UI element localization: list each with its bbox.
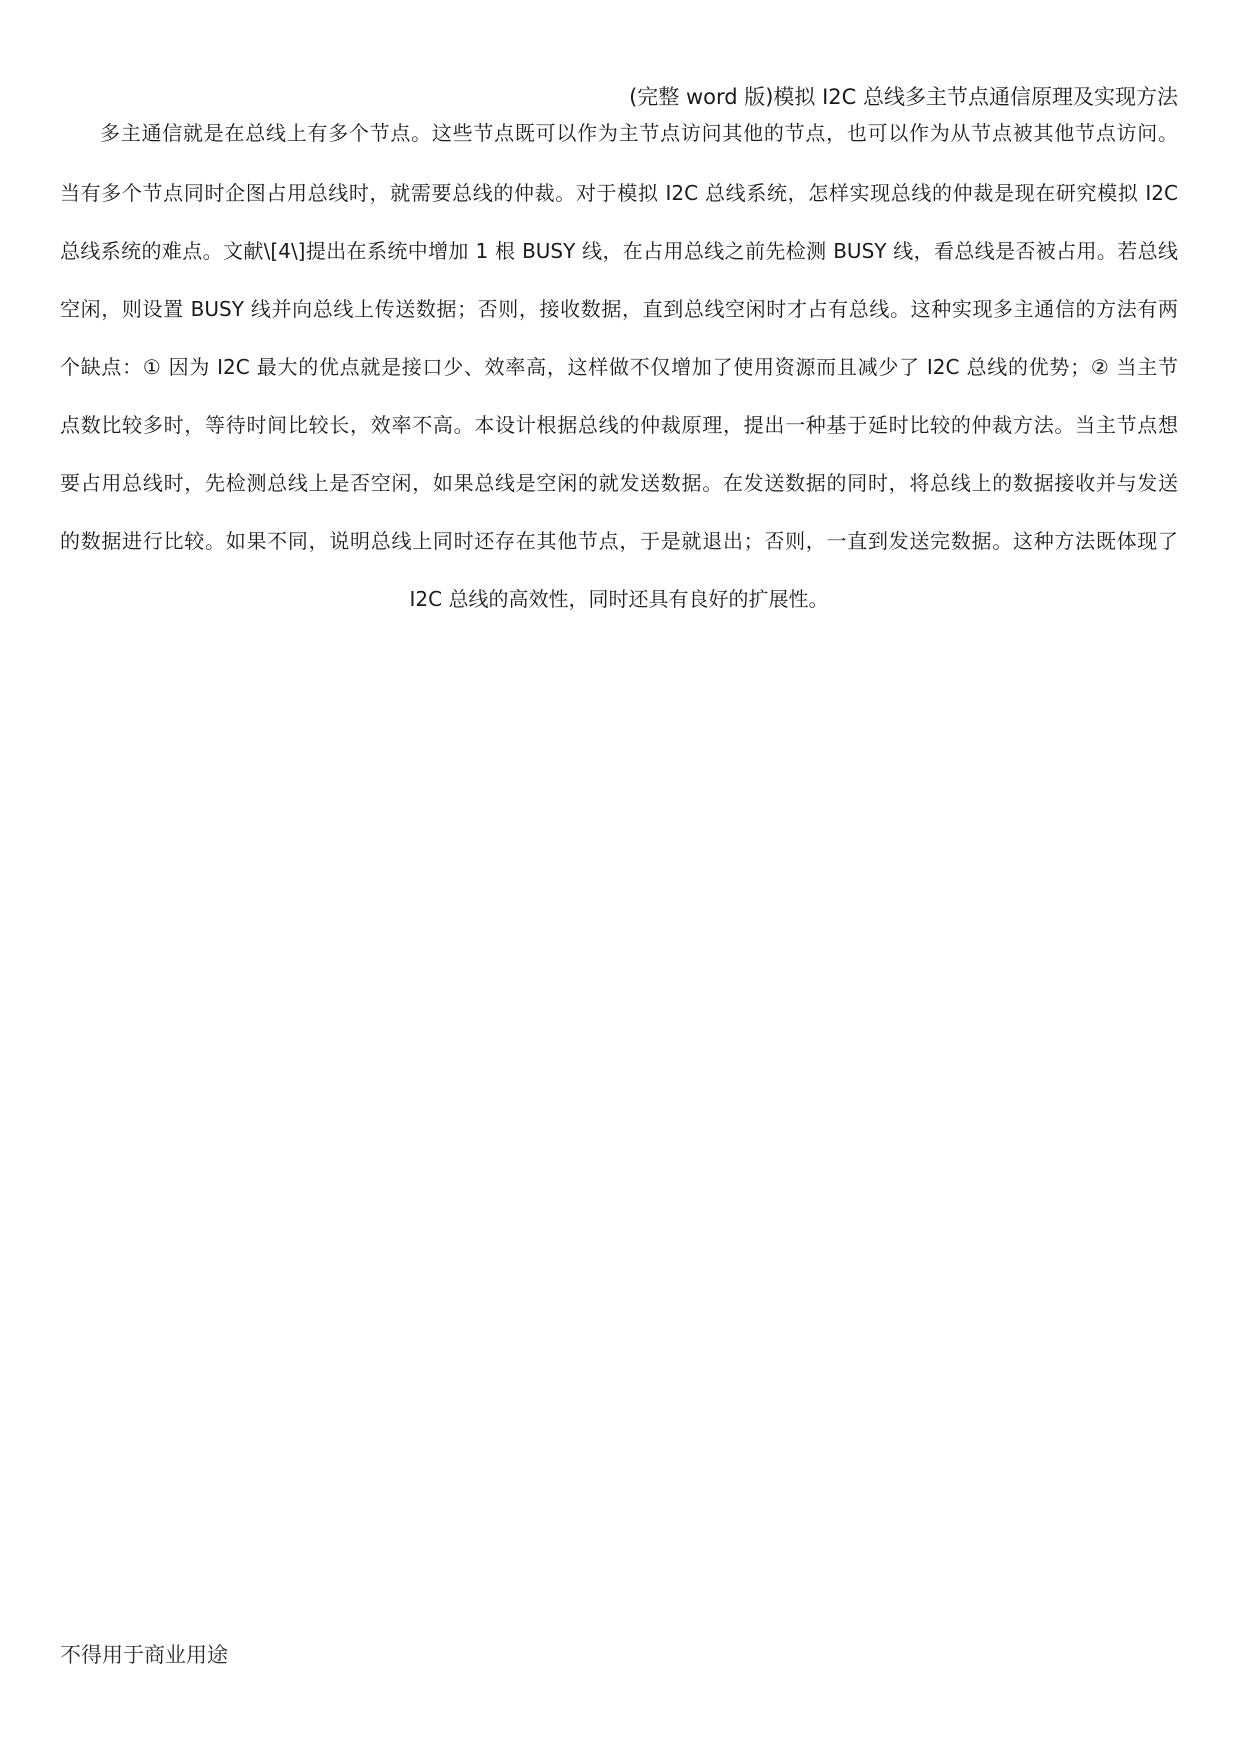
body-line-2: 当有多个节点同时企图占用总线时，就需要总线的仲裁。对于模拟 I2C 总线系统，怎样实现总线的仲裁是现在研究模拟 I2C (60, 181, 1178, 205)
body-line-7: 要占用总线时，先检测总线上是否空闲，如果总线是空闲的就发送数据。在发送数据的同时，将总线上的数据接收并与发送 (60, 471, 1178, 495)
body-line-5: 个缺点：① 因为 I2C 最大的优点就是接口少、效率高，这样做不仅增加了使用资源而且减少了 I2C 总线的优势；② 当主节 (60, 355, 1178, 379)
footer-note: 不得用于商业用途 (60, 1643, 228, 1667)
document-title: (完整 word 版)模拟 I2C 总线多主节点通信原理及实现方法 (629, 85, 1178, 109)
body-line-3: 总线系统的难点。文献\[4\]提出在系统中增加 1 根 BUSY 线，在占用总线之前先检测 BUSY 线，看总线是否被占用。若总线 (60, 239, 1178, 263)
body-line-6: 点数比较多时，等待时间比较长，效率不高。本设计根据总线的仲裁原理，提出一种基于延时比较的仲裁方法。当主节点想 (60, 413, 1178, 437)
body-line-1: 多主通信就是在总线上有多个节点。这些节点既可以作为主节点访问其他的节点，也可以作为从节点被其他节点访问。 (100, 121, 1178, 145)
body-line-4: 空闲，则设置 BUSY 线并向总线上传送数据；否则，接收数据，直到总线空闲时才占有总线。这种实现多主通信的方法有两 (60, 297, 1178, 321)
body-line-8: 的数据进行比较。如果不同，说明总线上同时还存在其他节点，于是就退出；否则，一直到发送完数据。这种方法既体现了 (60, 529, 1178, 553)
body-line-9: I2C 总线的高效性，同时还具有良好的扩展性。 (409, 587, 829, 611)
